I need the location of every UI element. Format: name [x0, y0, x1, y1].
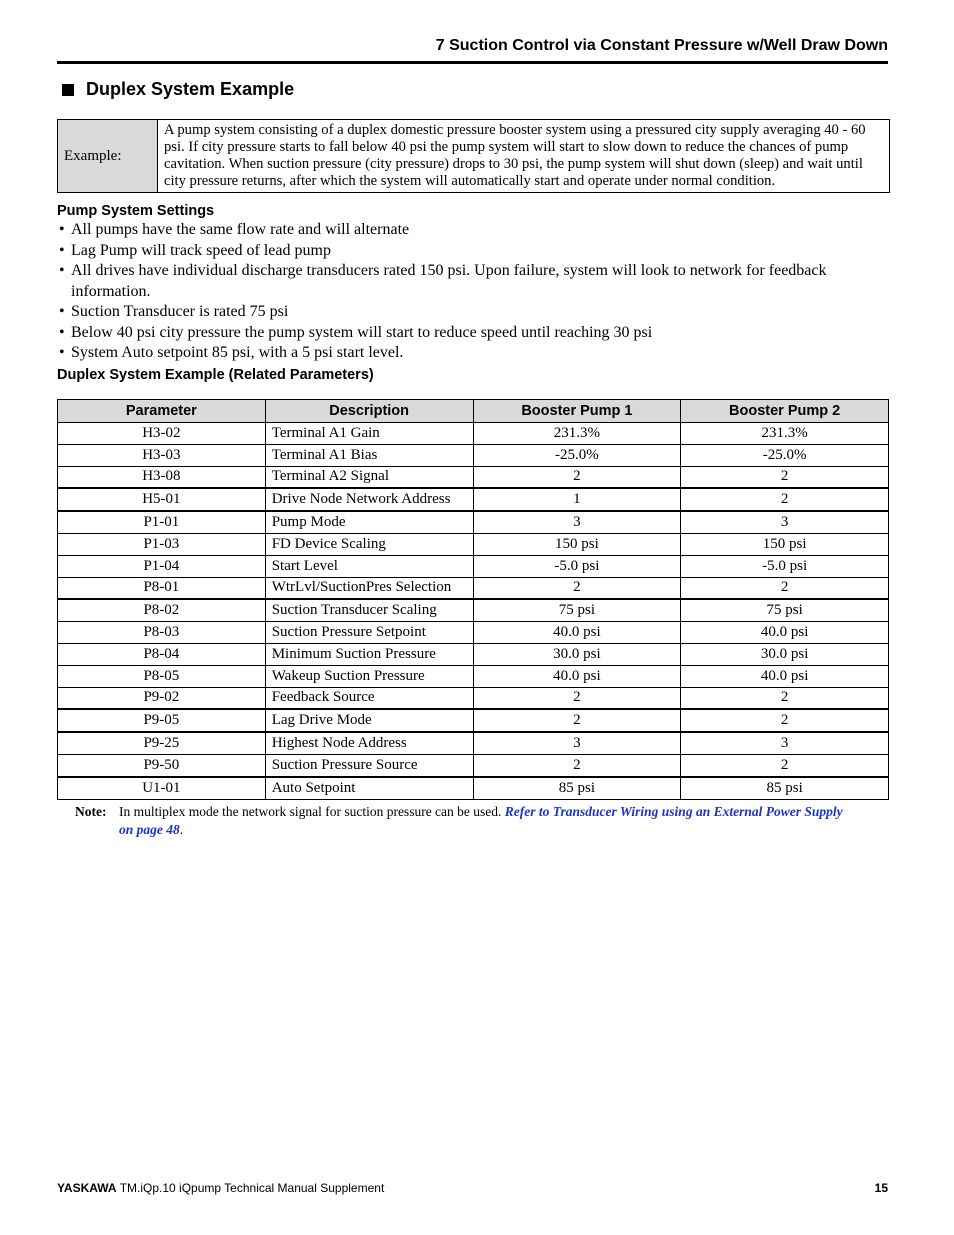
pump2-value: 3 — [681, 511, 889, 533]
note-label: Note: — [75, 804, 107, 819]
example-text: A pump system consisting of a duplex domestic pressure booster system using a pressured city supply averaging 40 - 60 psi. If city pressure starts to fall below 40 psi the pump system will start to slow down to reduce the chances of pump cavitation. When suction pressure (city pressure) drops to 30 psi, the pump system will shut down (sleep) and wait until city pressure returns, after which the system will automatically start and operate under normal condition. — [164, 122, 866, 189]
pump1-value: 231.3% — [473, 423, 681, 445]
note-text: In multiplex mode the network signal for suction pressure can be used. — [119, 804, 505, 819]
pump2-value: 2 — [681, 687, 889, 709]
table-row — [58, 687, 889, 709]
chapter-header — [57, 37, 888, 64]
pump1-value: 2 — [473, 687, 681, 709]
param-description: Terminal A1 Gain — [265, 423, 473, 445]
pump2-value: 2 — [681, 709, 889, 732]
param-code: P8-04 — [58, 643, 266, 665]
table-row — [58, 732, 889, 754]
column-header: Parameter — [58, 400, 266, 423]
pump1-value: 2 — [473, 466, 681, 488]
pump1-value: 3 — [473, 511, 681, 533]
table-row — [58, 488, 889, 511]
pump2-value: -25.0% — [681, 444, 889, 466]
param-code: U1-01 — [58, 777, 266, 799]
list-item: • Below 40 psi city pressure the pump system will start to reduce speed until reaching 30 psi — [57, 323, 888, 344]
pump1-value: 2 — [473, 754, 681, 776]
param-code: H3-02 — [58, 423, 266, 445]
pump1-value: 40.0 psi — [473, 665, 681, 687]
param-description: Highest Node Address — [265, 732, 473, 754]
param-description: Suction Pressure Setpoint — [265, 622, 473, 644]
table-row — [58, 622, 889, 644]
pump1-value: -5.0 psi — [473, 555, 681, 577]
param-code: P1-04 — [58, 555, 266, 577]
table-row — [58, 555, 889, 577]
settings-heading: Pump System Settings — [57, 203, 215, 219]
pump1-value: -25.0% — [473, 444, 681, 466]
param-code: P9-02 — [58, 687, 266, 709]
pump1-value: 1 — [473, 488, 681, 511]
param-description: Auto Setpoint — [265, 777, 473, 799]
section-title-text: Duplex System Example — [86, 79, 295, 99]
page-number: 15 — [874, 1181, 888, 1195]
list-item: • Suction Transducer is rated 75 psi — [57, 302, 888, 323]
param-description: WtrLvl/SuctionPres Selection — [265, 577, 473, 599]
params-heading: Duplex System Example (Related Parameters) — [57, 367, 374, 383]
pump2-value: 231.3% — [681, 423, 889, 445]
table-row — [58, 423, 889, 445]
transducer-wiring-link[interactable]: Refer to Transducer Wiring using an External Power Supply on page 48 — [119, 804, 843, 837]
pump1-value: 2 — [473, 577, 681, 599]
table-row — [58, 577, 889, 599]
pump1-value: 150 psi — [473, 533, 681, 555]
param-code: P8-05 — [58, 665, 266, 687]
param-code: P8-02 — [58, 599, 266, 621]
pump2-value: 40.0 psi — [681, 665, 889, 687]
list-item: • Lag Pump will track speed of lead pump — [57, 241, 888, 262]
param-description: Terminal A2 Signal — [265, 466, 473, 488]
chapter-title: 7 Suction Control via Constant Pressure w/Well Draw Down — [435, 37, 888, 54]
pump2-value: 75 psi — [681, 599, 889, 621]
param-code: P9-25 — [58, 732, 266, 754]
pump1-value: 3 — [473, 732, 681, 754]
param-description: Suction Transducer Scaling — [265, 599, 473, 621]
column-header: Booster Pump 1 — [473, 400, 681, 423]
param-code: H5-01 — [58, 488, 266, 511]
column-header: Booster Pump 2 — [681, 400, 889, 423]
page-footer — [57, 1181, 888, 1195]
note-body — [119, 803, 855, 839]
table-header-row — [58, 400, 889, 423]
note — [75, 803, 855, 839]
pump2-value: 2 — [681, 466, 889, 488]
list-item: • System Auto setpoint 85 psi, with a 5 psi start level. — [57, 343, 888, 364]
settings-list — [57, 220, 888, 364]
section-square-icon — [62, 84, 74, 96]
param-description: Lag Drive Mode — [265, 709, 473, 732]
example-label: Example: — [58, 120, 158, 192]
pump2-value: -5.0 psi — [681, 555, 889, 577]
param-description: Minimum Suction Pressure — [265, 643, 473, 665]
pump2-value: 40.0 psi — [681, 622, 889, 644]
footer-doc — [57, 1181, 384, 1195]
pump2-value: 2 — [681, 577, 889, 599]
note-end: . — [179, 822, 184, 837]
pump2-value: 3 — [681, 732, 889, 754]
list-item: • All pumps have the same flow rate and will alternate — [57, 220, 888, 241]
param-description: Feedback Source — [265, 687, 473, 709]
param-code: P1-01 — [58, 511, 266, 533]
param-description: FD Device Scaling — [265, 533, 473, 555]
table-row — [58, 643, 889, 665]
pump1-value: 30.0 psi — [473, 643, 681, 665]
example-box — [57, 119, 890, 193]
column-header: Description — [265, 400, 473, 423]
pump1-value: 85 psi — [473, 777, 681, 799]
param-code: P8-01 — [58, 577, 266, 599]
table-row — [58, 444, 889, 466]
section-title — [62, 79, 294, 100]
pump2-value: 2 — [681, 488, 889, 511]
pump1-value: 40.0 psi — [473, 622, 681, 644]
table-row — [58, 511, 889, 533]
table-row — [58, 466, 889, 488]
param-description: Start Level — [265, 555, 473, 577]
param-description: Wakeup Suction Pressure — [265, 665, 473, 687]
footer-doc-title: TM.iQp.10 iQpump Technical Manual Supplement — [116, 1181, 385, 1195]
param-description: Suction Pressure Source — [265, 754, 473, 776]
table-row — [58, 777, 889, 799]
params-table — [57, 399, 889, 800]
param-code: P9-05 — [58, 709, 266, 732]
pump2-value: 85 psi — [681, 777, 889, 799]
param-description: Pump Mode — [265, 511, 473, 533]
brand-logo: YASKAWA — [57, 1181, 117, 1195]
table-row — [58, 533, 889, 555]
pump2-value: 150 psi — [681, 533, 889, 555]
table-row — [58, 665, 889, 687]
list-item: • All drives have individual discharge transducers rated 150 psi. Upon failure, system will look to network for feedback information. — [57, 261, 888, 302]
pump2-value: 2 — [681, 754, 889, 776]
table-row — [58, 599, 889, 621]
param-description: Terminal A1 Bias — [265, 444, 473, 466]
param-code: P1-03 — [58, 533, 266, 555]
table-row — [58, 709, 889, 732]
param-code: P8-03 — [58, 622, 266, 644]
param-code: H3-08 — [58, 466, 266, 488]
pump1-value: 2 — [473, 709, 681, 732]
param-code: H3-03 — [58, 444, 266, 466]
pump1-value: 75 psi — [473, 599, 681, 621]
pump2-value: 30.0 psi — [681, 643, 889, 665]
table-row — [58, 754, 889, 776]
param-code: P9-50 — [58, 754, 266, 776]
param-description: Drive Node Network Address — [265, 488, 473, 511]
